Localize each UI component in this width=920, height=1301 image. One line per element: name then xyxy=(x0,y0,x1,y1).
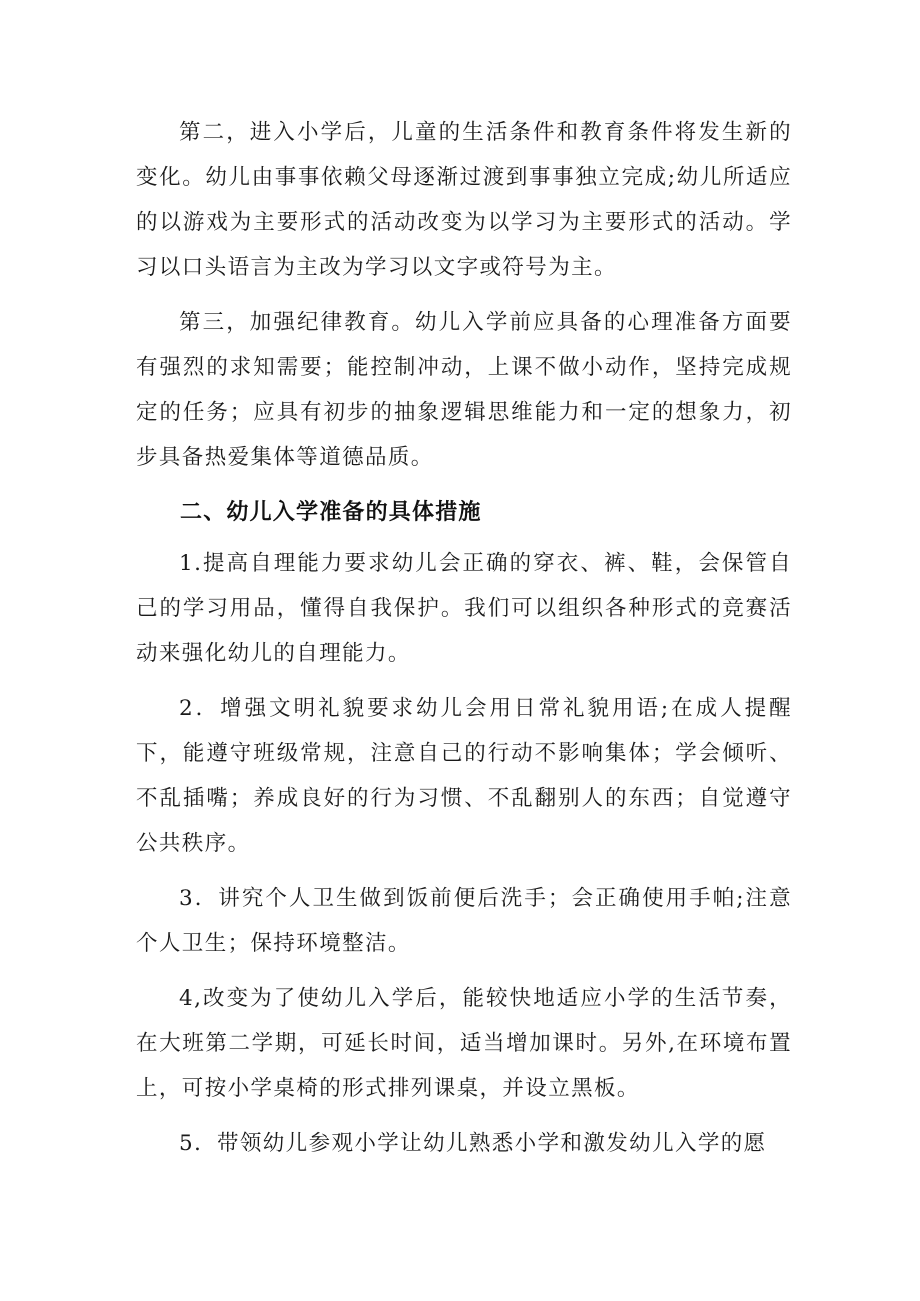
measure-item-5: 5．带领幼儿参观小学让幼儿熟悉小学和激发幼儿入学的愿 xyxy=(179,1131,767,1156)
measure-item-3: 3．讲究个人卫生做到饭前便后洗手；会正确使用手帕;注意个人卫生；保持环境整洁。 xyxy=(136,886,792,956)
section-heading: 二、幼儿入学准备的具体措施 xyxy=(180,500,482,525)
paragraph-second-point: 第二，进入小学后，儿童的生活条件和教育条件将发生新的变化。幼儿由事事依赖父母逐渐过渡到事事独立完成;幼儿所适应的以游戏为主要形式的活动改变为以学习为主要形式的活动。学习以口头语言为主改为学习以文字或符号为主。 xyxy=(136,120,792,280)
document-body xyxy=(136,110,792,1176)
measure-item-4: 4,改变为了使幼儿入学后，能较快地适应小学的生活节奏，在大班第二学期，可延长时间，适当增加课时。另外,在环境布置上，可按小学桌椅的形式排列课桌，并设立黑板。 xyxy=(136,986,792,1101)
measure-item-2: 2．增强文明礼貌要求幼儿会用日常礼貌用语;在成人提醒下，能遵守班级常规，注意自己的行动不影响集体；学会倾听、不乱插嘴；养成良好的行为习惯、不乱翻别人的东西；自觉遵守公共秩序。 xyxy=(136,696,792,856)
measure-item-1: 1.提高自理能力要求幼儿会正确的穿衣、裤、鞋，会保管自己的学习用品，懂得自我保护。我们可以组织各种形式的竞赛活动来强化幼儿的自理能力。 xyxy=(136,551,792,666)
paragraph-third-point: 第三，加强纪律教育。幼儿入学前应具备的心理准备方面要有强烈的求知需要；能控制冲动，上课不做小动作，坚持完成规定的任务；应具有初步的抽象逻辑思维能力和一定的想象力，初步具备热爱集体等道德品质。 xyxy=(136,310,792,470)
